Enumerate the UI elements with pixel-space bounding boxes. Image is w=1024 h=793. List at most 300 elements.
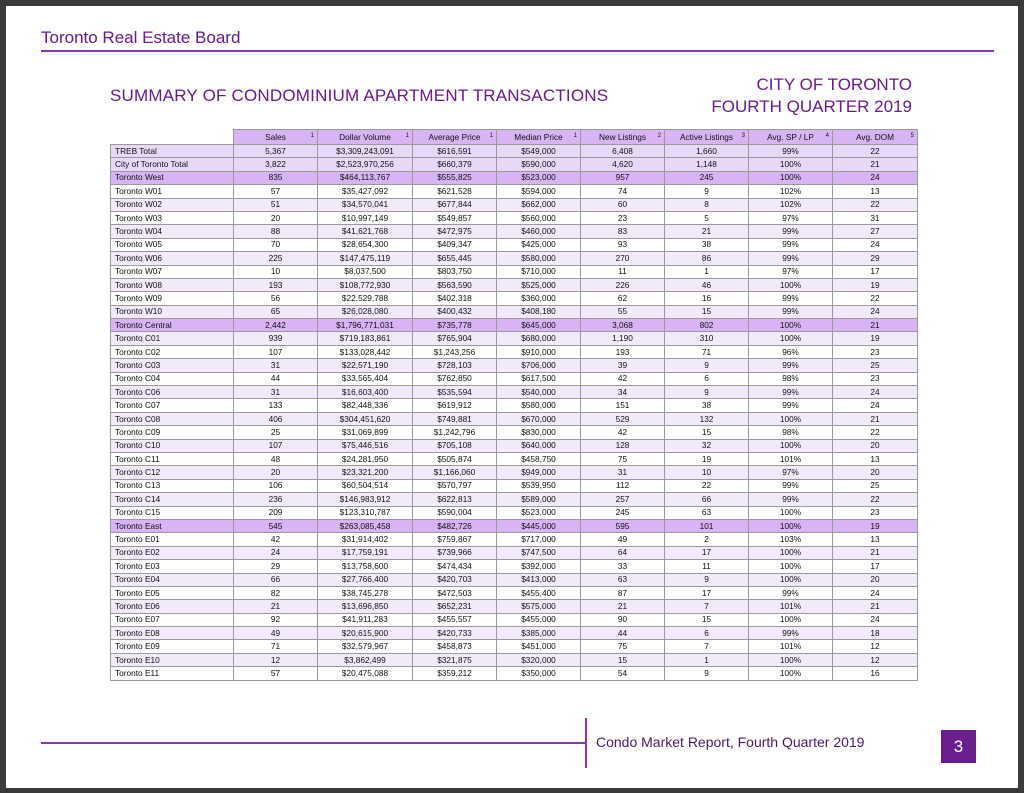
table-cell: $455,400 <box>497 586 581 599</box>
table-row <box>111 332 918 345</box>
table-row <box>111 519 918 532</box>
table-cell: 39 <box>581 359 665 372</box>
table-cell: 15 <box>665 305 749 318</box>
table-cell: $41,621,768 <box>318 225 413 238</box>
table-cell: $619,912 <box>413 399 497 412</box>
table-cell: $539,950 <box>497 479 581 492</box>
row-area-name: Toronto E07 <box>111 613 234 626</box>
table-cell: 70 <box>234 238 318 251</box>
table-cell: 1 <box>665 265 749 278</box>
table-cell: 17 <box>665 546 749 559</box>
table-cell: $765,904 <box>413 332 497 345</box>
table-cell: 9 <box>665 359 749 372</box>
table-cell: 100% <box>749 519 833 532</box>
table-cell: $670,000 <box>497 412 581 425</box>
table-row <box>111 452 918 465</box>
table-cell: 957 <box>581 171 665 184</box>
row-area-name: Toronto C08 <box>111 412 234 425</box>
table-cell: 101% <box>749 600 833 613</box>
column-header-label: Dollar Volume <box>339 131 391 142</box>
table-cell: $425,000 <box>497 238 581 251</box>
table-cell: 9 <box>665 185 749 198</box>
table-cell: 193 <box>234 278 318 291</box>
table-row <box>111 265 918 278</box>
table-row <box>111 319 918 332</box>
column-header <box>318 130 413 145</box>
table-cell: 87 <box>581 586 665 599</box>
table-cell: 545 <box>234 519 318 532</box>
table-cell: 100% <box>749 439 833 452</box>
table-cell: 99% <box>749 386 833 399</box>
table-row <box>111 238 918 251</box>
table-row <box>111 211 918 224</box>
row-area-name: Toronto E09 <box>111 640 234 653</box>
table-cell: 66 <box>234 573 318 586</box>
header-divider <box>41 50 994 52</box>
table-cell: $22,571,190 <box>318 359 413 372</box>
table-cell: $549,000 <box>497 145 581 158</box>
table-cell: $523,000 <box>497 506 581 519</box>
table-cell: $20,615,900 <box>318 627 413 640</box>
table-row <box>111 586 918 599</box>
table-cell: $321,875 <box>413 653 497 666</box>
table-cell: $27,766,400 <box>318 573 413 586</box>
table-cell: $749,881 <box>413 412 497 425</box>
table-cell: $28,654,300 <box>318 238 413 251</box>
table-cell: 193 <box>581 345 665 358</box>
table-cell: $123,310,787 <box>318 506 413 519</box>
table-cell: 23 <box>833 345 918 358</box>
table-cell: $803,750 <box>413 265 497 278</box>
table-cell: 32 <box>665 439 749 452</box>
table-cell: 100% <box>749 158 833 171</box>
table-cell: 6,408 <box>581 145 665 158</box>
table-cell: 99% <box>749 238 833 251</box>
table-cell: $22,529,788 <box>318 292 413 305</box>
row-area-name: Toronto C11 <box>111 452 234 465</box>
column-footnote-marker: 2 <box>657 133 661 139</box>
table-cell: $460,000 <box>497 225 581 238</box>
row-area-name: Toronto E05 <box>111 586 234 599</box>
table-cell: $1,796,771,031 <box>318 319 413 332</box>
table-cell: $762,850 <box>413 372 497 385</box>
table-cell: $24,281,950 <box>318 452 413 465</box>
table-cell: $710,000 <box>497 265 581 278</box>
table-cell: $616,591 <box>413 145 497 158</box>
table-cell: $33,565,404 <box>318 372 413 385</box>
footer-report-title: Condo Market Report, Fourth Quarter 2019 <box>596 734 865 750</box>
table-cell: $1,166,060 <box>413 466 497 479</box>
table-cell: 11 <box>665 560 749 573</box>
table-cell: 835 <box>234 171 318 184</box>
column-header <box>497 130 581 145</box>
table-cell: 21 <box>833 319 918 332</box>
table-cell: 17 <box>665 586 749 599</box>
table-row <box>111 252 918 265</box>
table-cell: 64 <box>581 546 665 559</box>
table-cell: 13 <box>833 533 918 546</box>
table-cell: 3,068 <box>581 319 665 332</box>
table-cell: 245 <box>665 171 749 184</box>
table-cell: 7 <box>665 640 749 653</box>
table-cell: 100% <box>749 171 833 184</box>
table-cell: 21 <box>833 600 918 613</box>
row-area-name: Toronto W07 <box>111 265 234 278</box>
column-header <box>234 130 318 145</box>
table-cell: $535,594 <box>413 386 497 399</box>
table-cell: 33 <box>581 560 665 573</box>
table-cell: 151 <box>581 399 665 412</box>
row-area-name: Toronto C12 <box>111 466 234 479</box>
table-cell: 34 <box>581 386 665 399</box>
table-row <box>111 546 918 559</box>
table-cell: 93 <box>581 238 665 251</box>
column-footnote-marker: 1 <box>573 133 577 139</box>
table-cell: 270 <box>581 252 665 265</box>
table-cell: 22 <box>833 292 918 305</box>
table-cell: 60 <box>581 198 665 211</box>
table-row <box>111 600 918 613</box>
table-cell: 128 <box>581 439 665 452</box>
table-cell: 2 <box>665 533 749 546</box>
row-area-name: Toronto E02 <box>111 546 234 559</box>
table-cell: 225 <box>234 252 318 265</box>
table-cell: $949,000 <box>497 466 581 479</box>
table-cell: $26,028,080 <box>318 305 413 318</box>
table-cell: 11 <box>581 265 665 278</box>
table-cell: 86 <box>665 252 749 265</box>
table-cell: 88 <box>234 225 318 238</box>
table-cell: 15 <box>581 653 665 666</box>
table-cell: $409,347 <box>413 238 497 251</box>
table-cell: 24 <box>833 171 918 184</box>
table-cell: $472,975 <box>413 225 497 238</box>
table-cell: $32,579,967 <box>318 640 413 653</box>
table-row <box>111 345 918 358</box>
table-cell: 29 <box>833 252 918 265</box>
table-cell: 100% <box>749 613 833 626</box>
table-cell: 75 <box>581 640 665 653</box>
table-cell: $31,914,402 <box>318 533 413 546</box>
table-cell: 49 <box>234 627 318 640</box>
table-cell: 6 <box>665 372 749 385</box>
table-cell: 15 <box>665 613 749 626</box>
table-cell: $385,000 <box>497 627 581 640</box>
table-cell: 13 <box>833 452 918 465</box>
table-row <box>111 278 918 291</box>
row-area-name: Toronto C07 <box>111 399 234 412</box>
table-cell: $589,000 <box>497 493 581 506</box>
table-cell: 96% <box>749 345 833 358</box>
table-cell: $392,000 <box>497 560 581 573</box>
column-header <box>581 130 665 145</box>
table-cell: 99% <box>749 225 833 238</box>
table-cell: $82,448,336 <box>318 399 413 412</box>
row-area-name: Toronto C03 <box>111 359 234 372</box>
table-cell: 2,442 <box>234 319 318 332</box>
table-row <box>111 426 918 439</box>
table-cell: $719,183,861 <box>318 332 413 345</box>
table-cell: 42 <box>581 372 665 385</box>
table-cell: 802 <box>665 319 749 332</box>
table-cell: 20 <box>234 466 318 479</box>
column-header-label: Average Price <box>428 131 481 142</box>
table-cell: 406 <box>234 412 318 425</box>
table-cell: 7 <box>665 600 749 613</box>
table-cell: 24 <box>833 238 918 251</box>
table-cell: 23 <box>833 372 918 385</box>
table-cell: $739,966 <box>413 546 497 559</box>
table-cell: 101% <box>749 452 833 465</box>
table-cell: 29 <box>234 560 318 573</box>
table-cell: 98% <box>749 372 833 385</box>
table-row <box>111 667 918 680</box>
brand-name: Toronto Real Estate Board <box>41 28 241 47</box>
table-cell: $474,434 <box>413 560 497 573</box>
table-cell: $482,726 <box>413 519 497 532</box>
table-cell: 99% <box>749 305 833 318</box>
table-cell: $747,500 <box>497 546 581 559</box>
table-cell: $420,733 <box>413 627 497 640</box>
table-cell: $455,000 <box>497 613 581 626</box>
row-area-name: Toronto Central <box>111 319 234 332</box>
table-cell: $590,004 <box>413 506 497 519</box>
table-cell: 56 <box>234 292 318 305</box>
table-cell: 12 <box>234 653 318 666</box>
table-cell: $8,037,500 <box>318 265 413 278</box>
document-page <box>6 6 1018 788</box>
table-cell: 9 <box>665 667 749 680</box>
table-cell: 46 <box>665 278 749 291</box>
table-row <box>111 372 918 385</box>
table-cell: 100% <box>749 412 833 425</box>
table-cell: 236 <box>234 493 318 506</box>
table-row <box>111 640 918 653</box>
table-cell: 23 <box>581 211 665 224</box>
table-row <box>111 158 918 171</box>
table-row <box>111 305 918 318</box>
table-row <box>111 493 918 506</box>
header-blank-cell <box>111 130 234 145</box>
table-cell: 21 <box>833 546 918 559</box>
report-title: SUMMARY OF CONDOMINIUM APARTMENT TRANSACTIONS <box>110 86 609 105</box>
table-cell: $472,503 <box>413 586 497 599</box>
table-cell: 100% <box>749 546 833 559</box>
table-cell: 12 <box>833 653 918 666</box>
table-body <box>111 145 918 681</box>
table-row <box>111 533 918 546</box>
table-cell: $728,103 <box>413 359 497 372</box>
table-row <box>111 412 918 425</box>
table-cell: 22 <box>833 198 918 211</box>
table-cell: 74 <box>581 185 665 198</box>
table-row <box>111 185 918 198</box>
table-cell: $13,758,600 <box>318 560 413 573</box>
table-cell: 1,148 <box>665 158 749 171</box>
table-cell: 595 <box>581 519 665 532</box>
table-row <box>111 613 918 626</box>
table-cell: 99% <box>749 252 833 265</box>
table-cell: 23 <box>833 506 918 519</box>
table-cell: 101% <box>749 640 833 653</box>
table-cell: 133 <box>234 399 318 412</box>
table-cell: $570,797 <box>413 479 497 492</box>
table-row <box>111 627 918 640</box>
table-cell: $16,603,400 <box>318 386 413 399</box>
column-footnote-marker: 4 <box>825 133 829 139</box>
row-area-name: Toronto W10 <box>111 305 234 318</box>
table-cell: 3,822 <box>234 158 318 171</box>
table-row <box>111 225 918 238</box>
table-cell: $617,500 <box>497 372 581 385</box>
table-cell: 99% <box>749 145 833 158</box>
table-cell: 71 <box>665 345 749 358</box>
table-cell: $706,000 <box>497 359 581 372</box>
table-cell: $645,000 <box>497 319 581 332</box>
table-cell: $13,696,850 <box>318 600 413 613</box>
table-cell: 99% <box>749 399 833 412</box>
table-cell: 19 <box>833 332 918 345</box>
row-area-name: Toronto C14 <box>111 493 234 506</box>
table-cell: $580,000 <box>497 399 581 412</box>
table-cell: 55 <box>581 305 665 318</box>
table-cell: $464,113,767 <box>318 171 413 184</box>
row-area-name: City of Toronto Total <box>111 158 234 171</box>
table-cell: $360,000 <box>497 292 581 305</box>
table-cell: $38,745,278 <box>318 586 413 599</box>
table-cell: 6 <box>665 627 749 640</box>
table-cell: 71 <box>234 640 318 653</box>
table-cell: 106 <box>234 479 318 492</box>
table-cell: 1 <box>665 653 749 666</box>
table-cell: $717,000 <box>497 533 581 546</box>
table-cell: 65 <box>234 305 318 318</box>
table-cell: 92 <box>234 613 318 626</box>
table-cell: 82 <box>234 586 318 599</box>
table-cell: $662,000 <box>497 198 581 211</box>
table-cell: $31,069,899 <box>318 426 413 439</box>
table-cell: 31 <box>581 466 665 479</box>
column-header-label: Sales <box>265 131 286 142</box>
row-area-name: Toronto W04 <box>111 225 234 238</box>
table-cell: 22 <box>833 426 918 439</box>
table-cell: 99% <box>749 493 833 506</box>
table-cell: $622,813 <box>413 493 497 506</box>
table-cell: 31 <box>833 211 918 224</box>
table-cell: $420,703 <box>413 573 497 586</box>
table-cell: 21 <box>581 600 665 613</box>
table-cell: $146,983,912 <box>318 493 413 506</box>
table-cell: 20 <box>234 211 318 224</box>
row-area-name: Toronto West <box>111 171 234 184</box>
table-cell: 8 <box>665 198 749 211</box>
table-cell: 31 <box>234 386 318 399</box>
table-cell: 4,620 <box>581 158 665 171</box>
row-area-name: Toronto C09 <box>111 426 234 439</box>
table-row <box>111 479 918 492</box>
table-cell: 13 <box>833 185 918 198</box>
table-cell: 22 <box>833 145 918 158</box>
table-cell: 103% <box>749 533 833 546</box>
table-cell: 97% <box>749 265 833 278</box>
table-cell: 42 <box>581 426 665 439</box>
table-cell: 5,367 <box>234 145 318 158</box>
table-cell: $652,231 <box>413 600 497 613</box>
table-cell: $458,873 <box>413 640 497 653</box>
table-cell: 99% <box>749 359 833 372</box>
table-cell: 20 <box>833 439 918 452</box>
table-cell: 24 <box>833 586 918 599</box>
table-cell: $705,108 <box>413 439 497 452</box>
row-area-name: Toronto W02 <box>111 198 234 211</box>
table-cell: $304,451,620 <box>318 412 413 425</box>
column-header-label: Active Listings <box>679 131 734 142</box>
table-cell: 100% <box>749 319 833 332</box>
column-header-label: New Listings <box>598 131 647 142</box>
table-cell: 99% <box>749 627 833 640</box>
table-cell: $640,000 <box>497 439 581 452</box>
table-cell: 97% <box>749 211 833 224</box>
table-cell: 100% <box>749 573 833 586</box>
table-cell: $1,243,256 <box>413 345 497 358</box>
row-area-name: Toronto C10 <box>111 439 234 452</box>
table-cell: 24 <box>833 305 918 318</box>
table-cell: $759,867 <box>413 533 497 546</box>
table-row <box>111 198 918 211</box>
column-header <box>665 130 749 145</box>
table-cell: 15 <box>665 426 749 439</box>
table-cell: 24 <box>234 546 318 559</box>
row-area-name: Toronto C02 <box>111 345 234 358</box>
table-cell: 19 <box>833 519 918 532</box>
table-cell: 54 <box>581 667 665 680</box>
table-row <box>111 653 918 666</box>
table-cell: 310 <box>665 332 749 345</box>
table-cell: 107 <box>234 439 318 452</box>
table-cell: 100% <box>749 332 833 345</box>
row-area-name: Toronto E03 <box>111 560 234 573</box>
table-cell: 100% <box>749 667 833 680</box>
table-cell: 44 <box>581 627 665 640</box>
table-cell: 17 <box>833 560 918 573</box>
table-cell: 101 <box>665 519 749 532</box>
table-cell: 27 <box>833 225 918 238</box>
table-cell: $20,475,088 <box>318 667 413 680</box>
table-cell: $455,557 <box>413 613 497 626</box>
table-cell: 529 <box>581 412 665 425</box>
table-cell: 57 <box>234 185 318 198</box>
table-cell: 21 <box>234 600 318 613</box>
row-area-name: Toronto W05 <box>111 238 234 251</box>
transactions-table <box>110 129 918 681</box>
table-cell: 97% <box>749 466 833 479</box>
table-cell: 112 <box>581 479 665 492</box>
column-header-label: Avg. DOM <box>855 131 895 142</box>
column-header-label: Median Price <box>514 131 563 142</box>
row-area-name: Toronto W06 <box>111 252 234 265</box>
row-area-name: Toronto C13 <box>111 479 234 492</box>
table-cell: 48 <box>234 452 318 465</box>
table-header-row <box>111 130 918 145</box>
table-cell: $540,000 <box>497 386 581 399</box>
table-cell: 24 <box>833 399 918 412</box>
table-cell: $549,857 <box>413 211 497 224</box>
report-period: FOURTH QUARTER 2019 <box>711 97 912 116</box>
table-cell: 21 <box>665 225 749 238</box>
table-row <box>111 171 918 184</box>
row-area-name: Toronto East <box>111 519 234 532</box>
table-cell: 63 <box>665 506 749 519</box>
